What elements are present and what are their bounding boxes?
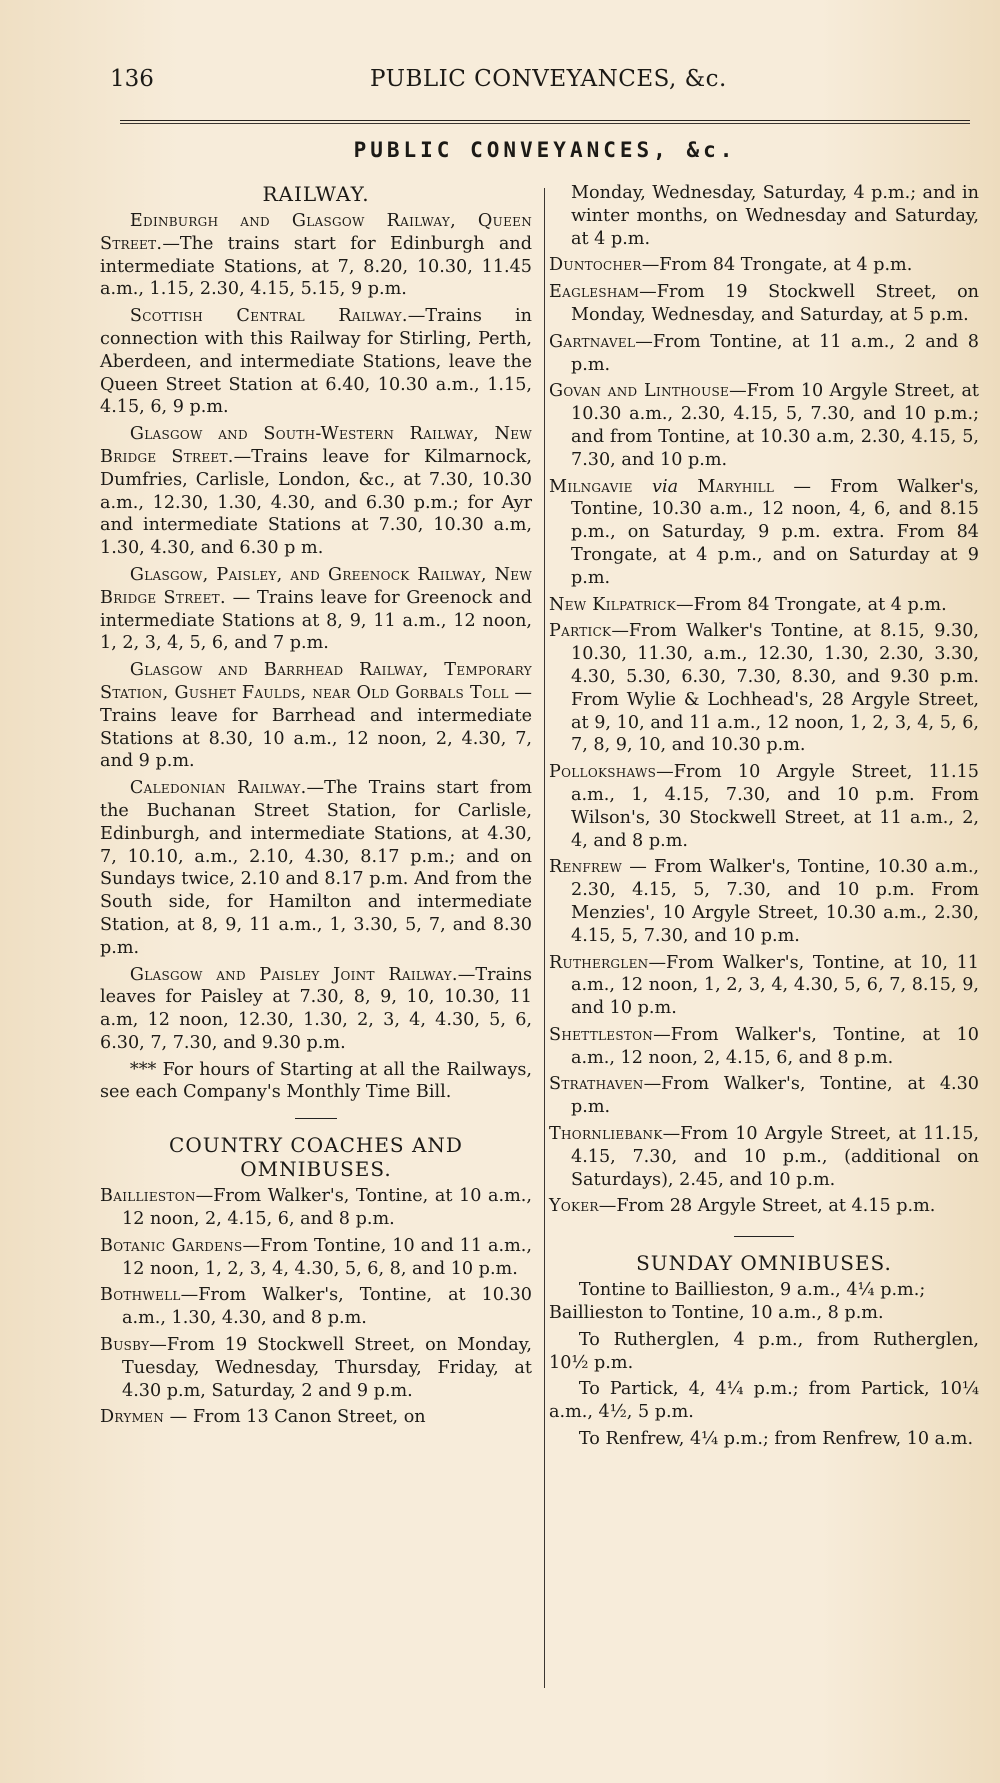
entry-via: via — [652, 476, 679, 497]
coach-entry — [549, 1195, 979, 1218]
sunday-heading: SUNDAY OMNIBUSES. — [636, 1251, 892, 1276]
railway-heading: RAILWAY. — [262, 182, 370, 206]
entry-text: —From 28 Argyle Street, at 4.15 p.m. — [598, 1196, 936, 1217]
entry-text: — From Walker's, Tontine, 10.30 a.m., 12 noon, 4, 6, and 8.15 p.m., on Saturday, 9 p.m. extra. From 84 Trongate, at 4 p.m., and on Saturday at 9 p.m. — [571, 476, 980, 588]
header-double-rule — [120, 120, 970, 121]
sunday-line: To Rutherglen, 4 p.m., from Rutherglen, 10½ p.m. — [549, 1329, 979, 1373]
entry-text: — From 13 Canon Street, on — [164, 1407, 426, 1428]
entry-name: Baillieston — [100, 1186, 196, 1207]
entry-name: Scottish Central Railway. — [129, 306, 408, 327]
sunday-line: Baillieston to Tontine, 10 a.m., 8 p.m. — [549, 1303, 884, 1324]
entry-name: Edinburgh and Glasgow Railway, Queen Street. — [100, 211, 532, 254]
coaches-heading: COUNTRY COACHES AND OMNIBUSES. — [169, 1133, 463, 1182]
entry-text: —From 10 Argyle Street, at 11.15, 4.15, 7.30, and 10 p.m., (additional on Saturdays), 2.45, and 10 p.m. — [571, 1124, 979, 1190]
running-title: PUBLIC CONVEYANCES, &c. — [370, 66, 727, 92]
left-column — [100, 182, 532, 1433]
sunday-omnibuses — [549, 1251, 979, 1451]
coach-entry — [549, 1073, 979, 1119]
entry-text: —From 19 Stockwell Street, on Monday, Tuesday, Wednesday, Thursday, Friday, at 4.30 p.m, Saturday, 2 and 9 p.m. — [122, 1335, 532, 1401]
coach-entry — [100, 1406, 532, 1429]
entry-text: —From Walker's, Tontine, at 4.30 p.m. — [571, 1074, 979, 1118]
entry-name: Glasgow and South-Western Railway, New Bridge Street. — [100, 424, 532, 467]
entry-text: —From Walker's, Tontine, at 10.30 a.m., 1.30, 4.30, and 8 p.m. — [122, 1285, 532, 1329]
entry-text: —From 84 Trongate, at 4 p.m. — [641, 255, 913, 276]
railway-entry — [100, 964, 532, 1055]
railway-entry — [100, 777, 532, 959]
entry-name: Yoker — [549, 1196, 599, 1217]
entry-text: —Trains leave for Kilmarnock, Dumfries, Carlisle, London, &c., at 7.30, 10.30 a.m., 12.30, 1.30, 4.30, and 6.30 p.m.; for Ayr and intermediate Stations at 7.30, 10.30 a.m, 1.30, 4.30, and 6.30 p m. — [100, 446, 532, 559]
coach-entry — [100, 1185, 532, 1231]
coach-entry — [100, 1284, 532, 1330]
entry-text: —From 10 Argyle Street, 11.15 a.m., 1, 4.15, 7.30, and 10 p.m. From Wilson's, 30 Stockwell Street, at 11 a.m., 2, 4, and 8 p.m. — [571, 762, 979, 851]
entry-name: Bothwell — [100, 1285, 181, 1306]
entry-name: Caledonian Railway. — [129, 778, 307, 799]
coach-entry — [100, 1334, 532, 1402]
railway-entry — [100, 659, 532, 773]
entry-text: —From Walker's, Tontine, at 10, 11 a.m., 12 noon, 1, 2, 3, 4, 4.30, 5, 6, 7, 8.15, 9, and 10 p.m. — [571, 952, 979, 1019]
entry-text: —From Tontine, at 11 a.m., 2 and 8 p.m. — [571, 331, 979, 375]
coach-entry — [549, 594, 979, 617]
entry-name: Thornliebank — [549, 1124, 663, 1145]
entry-text: —From Tontine, 10 and 11 a.m., 12 noon, 1, 2, 3, 4, 4.30, 5, 6, 8, and 10 p.m. — [122, 1235, 532, 1279]
entry-name: New Kilpatrick — [549, 594, 677, 615]
coach-entry — [549, 620, 979, 757]
running-header — [110, 66, 970, 106]
entry-name: Strathaven — [549, 1074, 644, 1095]
entry-name: Shettleston — [549, 1024, 654, 1045]
coach-entry — [549, 254, 979, 277]
coach-entry — [100, 1235, 532, 1281]
coach-entry — [549, 331, 979, 377]
railway-entry — [100, 305, 532, 419]
coach-entry — [549, 380, 979, 471]
entry-text: —From Walker's Tontine, at 8.15, 9.30, 10.30, 11.30, a.m., 12.30, 1.30, 2.30, 3.30, 4.30, 5.30, 6.30, 7.30, 8.30, and 9.30 p.m. From Wylie & Lochhead's, 28 Argyle Street, at 9, 10, and 11 a.m., 12 noon, 1, 2, 3, 4, 5, 6, 7, 8, 9, 10, and 10.30 p.m. — [571, 621, 979, 756]
page-number: 136 — [110, 66, 154, 92]
entry-name: Govan and Linthouse — [549, 381, 730, 402]
entry-text: —From 84 Trongate, at 4 p.m. — [676, 594, 947, 615]
coach-entry — [549, 952, 979, 1020]
entry-name: Duntocher — [549, 255, 642, 276]
entry-text: — From Walker's, Tontine, 10.30 a.m., 2.30, 4.15, 5, 7.30, and 10 p.m. From Menzies', 10 Argyle Street, 10.30 a.m., 2.30, 4.15, 5, 7.30, and 10 p.m. — [571, 857, 979, 946]
railway-entry — [100, 210, 532, 301]
entry-text: —From Walker's, Tontine, at 10 a.m., 12 noon, 2, 4.15, 6, and 8 p.m. — [571, 1024, 979, 1068]
entry-text: —From 10 Argyle Street, at 10.30 a.m., 2.30, 4.15, 5, 7.30, and 10 p.m.; and from Tontine, at 10.30 a.m, 2.30, 4.15, 5, 7.30, and 10 p.m. — [571, 381, 979, 470]
entry-name: Gartnavel — [549, 331, 636, 352]
entry-name: Glasgow and Barrhead Railway, Temporary Station, Gushet Faulds, near Old Gorbals Toll — [100, 660, 532, 703]
entry-name: Partick — [549, 621, 612, 642]
entry-name: Busby — [100, 1335, 150, 1356]
section-rule — [295, 1118, 337, 1119]
coach-entry — [549, 761, 979, 852]
sunday-line: To Renfrew, 4¼ p.m.; from Renfrew, 10 a.m. — [578, 1429, 974, 1450]
entry-name: Glasgow and Paisley Joint Railway. — [129, 964, 458, 985]
entry-text: —The Trains start from the Buchanan Street Station, for Carlisle, Edinburgh, and intermediate Stations, at 4.30, 7, 10.10, a.m., 2.10, 4.30, 8.17 p.m.; and on Sundays twice, 2.10 and 8.17 p.m. And from the South side, for Hamilton and intermediate Station, at 8, 9, 11 a.m., 1, 3.30, 5, 7, and 8.30 p.m. — [100, 778, 532, 958]
coach-entry — [549, 1024, 979, 1070]
entry-text: — Trains leave for Greenock and intermediate Stations at 8, 9, 11 a.m., 12 noon, 1, 2, 3, 4, 5, 6, and 7 p.m. — [100, 587, 533, 654]
coach-entry — [549, 281, 979, 327]
entry-name: Drymen — [100, 1407, 165, 1428]
column-divider — [544, 188, 545, 1688]
entry-text: —Trains leaves for Paisley at 7.30, 8, 9, 10, 10.30, 11 a.m, 12 noon, 12.30, 1.30, 2, 3, 4, 4.30, 5, 6, 6.30, 7, 7.30, and 9.30 p.m. — [100, 964, 532, 1053]
coach-entry-continuation: Monday, Wednesday, Saturday, 4 p.m.; and in winter months, on Wednesday and Saturday, at 4 p.m. — [571, 183, 979, 249]
entry-text: —Trains in connection with this Railway for Stirling, Perth, Aberdeen, and intermediate Stations, leave the Queen Street Station at 6.40, 10.30 a.m., 1.15, 4.15, 6, 9 p.m. — [100, 306, 532, 418]
railway-note: *** For hours of Starting at all the Railways, see each Company's Monthly Time Bill. — [100, 1059, 532, 1103]
entry-text: —From 19 Stockwell Street, on Monday, Wednesday, and Saturday, at 5 p.m. — [571, 282, 979, 325]
railway-entry — [100, 423, 532, 560]
entry-name: Eaglesham — [549, 282, 640, 303]
entry-name: Milngavie — [549, 476, 633, 497]
coach-entry — [549, 856, 979, 947]
sunday-line: To Partick, 4, 4¼ p.m.; from Partick, 10¼ a.m., 4½, 5 p.m. — [549, 1379, 979, 1423]
coach-entry — [549, 1123, 979, 1191]
entry-name: Rutherglen — [549, 952, 649, 973]
entry-name-2: Maryhill — [697, 476, 775, 497]
coach-entry — [549, 476, 979, 590]
entry-text: — Trains leave for Barrhead and intermediate Stations at 8.30, 10 a.m., 12 noon, 2, 4.30, 7, and 9 p.m. — [100, 682, 533, 772]
entry-name: Botanic Gardens — [100, 1235, 243, 1256]
railway-entry — [100, 564, 532, 655]
entry-text: —The trains start for Edinburgh and intermediate Stations, at 7, 8.20, 10.30, 11.45 a.m., 1.15, 2.30, 4.15, 5.15, 9 p.m. — [100, 233, 532, 300]
page-title: PUBLIC CONVEYANCES, &c. — [353, 138, 737, 162]
entry-text: —From Walker's, Tontine, at 10 a.m., 12 noon, 2, 4.15, 6, and 8 p.m. — [122, 1186, 532, 1230]
entry-name: Renfrew — [549, 857, 623, 878]
sunday-line: Tontine to Baillieston, 9 a.m., 4¼ p.m.; — [578, 1280, 926, 1301]
entry-name: Glasgow, Paisley, and Greenock Railway, New Bridge Street. — [100, 564, 532, 608]
section-rule — [734, 1236, 794, 1237]
entry-name: Pollokshaws — [549, 762, 657, 783]
right-column — [549, 182, 979, 1455]
